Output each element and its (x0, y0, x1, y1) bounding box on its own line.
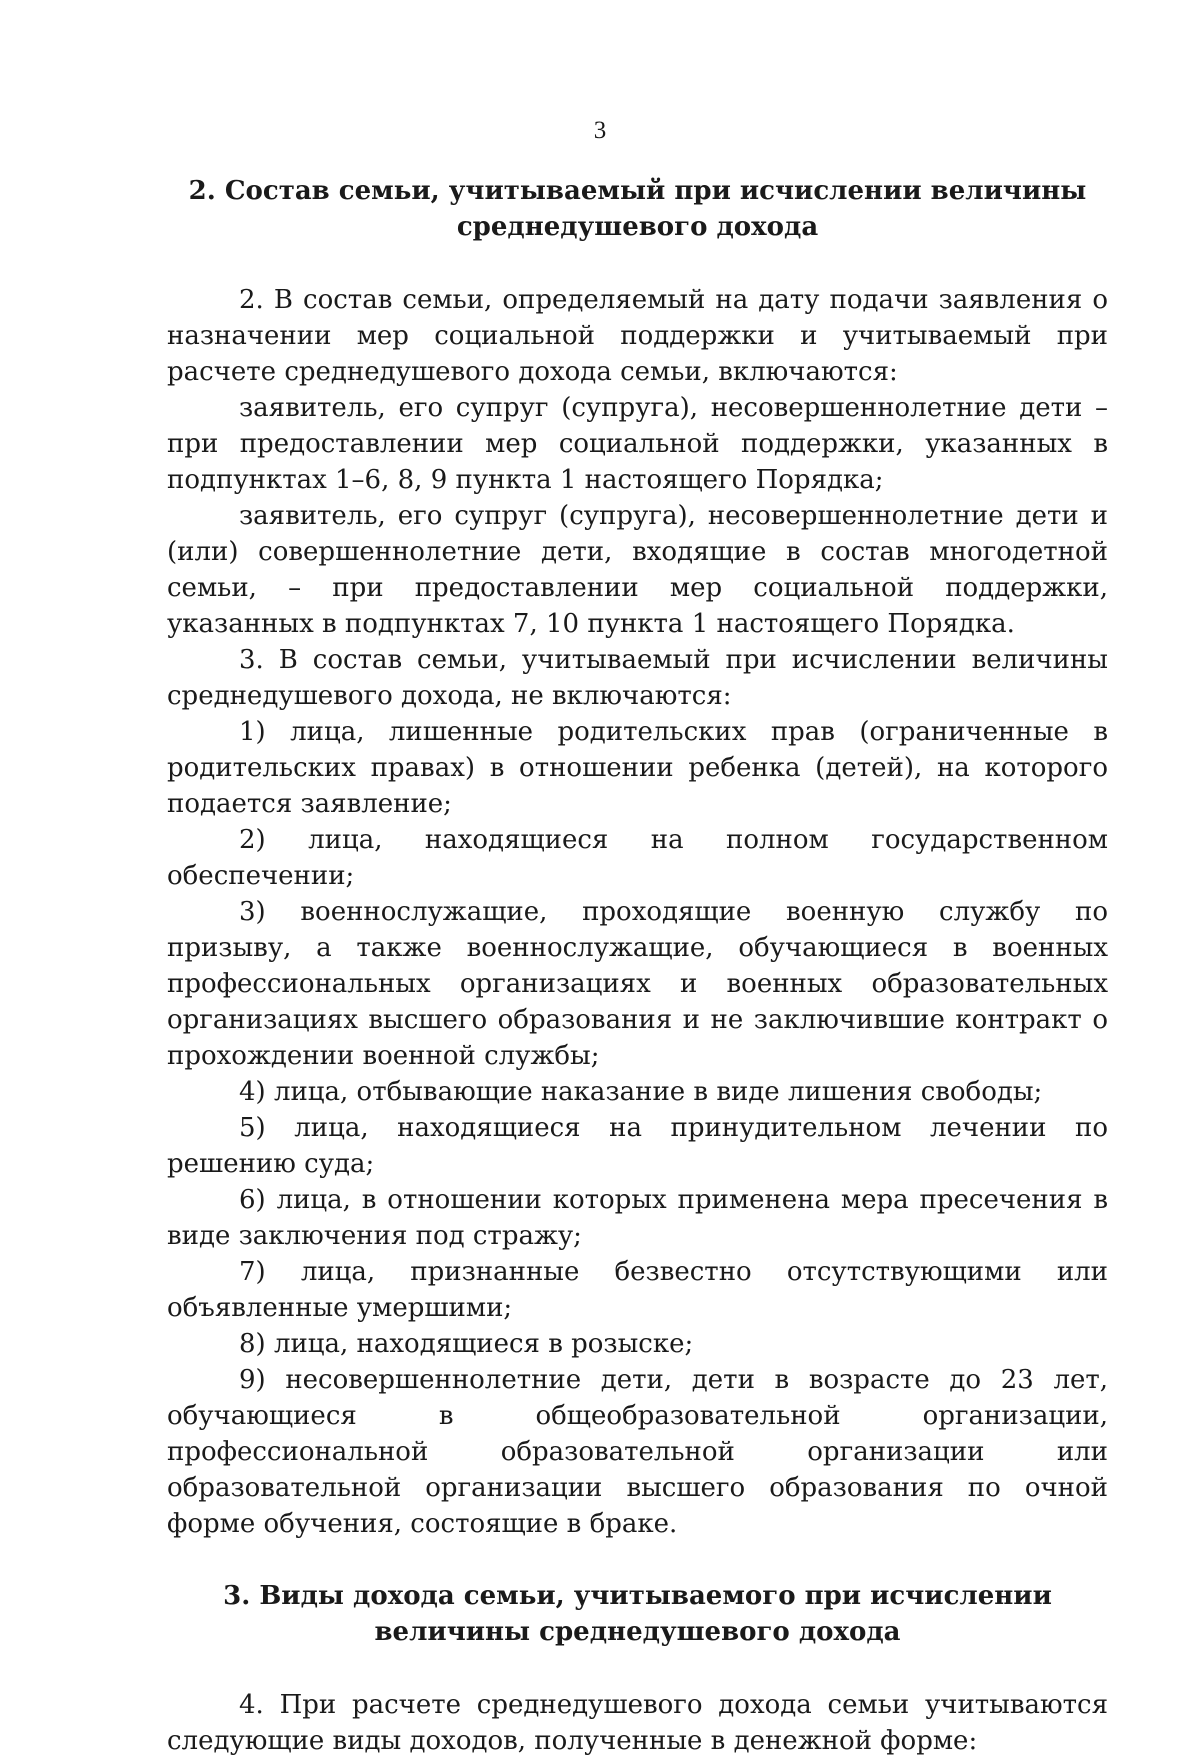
section-3-title (167, 1578, 1108, 1650)
spacer (167, 245, 1108, 282)
paragraph-2: 2. В состав семьи, определяемый на дату подачи заявления о назначении мер социальной поддержки и учитываемый при расчете среднедушевого дохода семьи, включаются: (167, 285, 1108, 387)
paragraph-2-item-2: заявитель, его супруг (супруга), несовершеннолетние дети и (или) совершеннолетние дети, входящие в состав многодетной семьи, – при предоставлении мер социальной поддержки, указанных в подпунктах 7, 10 пункта 1 настоящего Порядка. (167, 501, 1108, 639)
paragraph-3-item-7: 7) лица, признанные безвестно отсутствующими или объявленные умершими; (167, 1257, 1108, 1323)
paragraph-3-item-8: 8) лица, находящиеся в розыске; (239, 1329, 694, 1359)
paragraph-3-item-6: 6) лица, в отношении которых применена мера пресечения в виде заключения под стражу; (167, 1185, 1108, 1251)
paragraph-3-item-9: 9) несовершеннолетние дети, дети в возрасте до 23 лет, обучающиеся в общеобразовательной организации, профессиональной образовательной организации или образовательной организации высшего образования по очной форме обучения, состоящие в браке. (167, 1365, 1108, 1539)
page-number: 3 (593, 117, 607, 144)
paragraph-3-item-1: 1) лица, лишенные родительских прав (ограниченные в родительских правах) в отношении ребенка (детей), на которого подается заявление; (167, 717, 1108, 819)
paragraph-3-item-4: 4) лица, отбывающие наказание в виде лишения свободы; (239, 1077, 1043, 1107)
paragraph-4: 4. При расчете среднедушевого дохода семьи учитываются следующие виды доходов, полученные в денежной форме: (167, 1690, 1108, 1756)
paragraph-2-item-1: заявитель, его супруг (супруга), несовершеннолетние дети – при предоставлении мер социальной поддержки, указанных в подпунктах 1–6, 8, 9 пункта 1 настоящего Порядка; (167, 393, 1108, 495)
spacer (167, 1650, 1108, 1687)
document-body (167, 173, 1108, 1759)
section-2-title-line-1: 2. Состав семьи, учитываемый при исчислении величины (188, 176, 1087, 206)
section-3-title-line-2: величины среднедушевого дохода (374, 1617, 901, 1647)
section-3-title-line-1: 3. Виды дохода семьи, учитываемого при исчислении (223, 1581, 1052, 1611)
section-2-title-line-2: среднедушевого дохода (456, 212, 819, 242)
spacer (167, 1542, 1108, 1578)
section-2-title (167, 173, 1108, 245)
paragraph-3: 3. В состав семьи, учитываемый при исчислении величины среднедушевого дохода, не включаются: (167, 645, 1108, 711)
paragraph-3-item-3: 3) военнослужащие, проходящие военную службу по призыву, а также военнослужащие, обучающиеся в военных профессиональных организациях и военных образовательных организациях высшего образования и не заключившие контракт о прохождении военной службы; (167, 897, 1108, 1071)
paragraph-3-item-5: 5) лица, находящиеся на принудительном лечении по решению суда; (167, 1113, 1108, 1179)
paragraph-3-item-2: 2) лица, находящиеся на полном государственном обеспечении; (167, 825, 1108, 891)
